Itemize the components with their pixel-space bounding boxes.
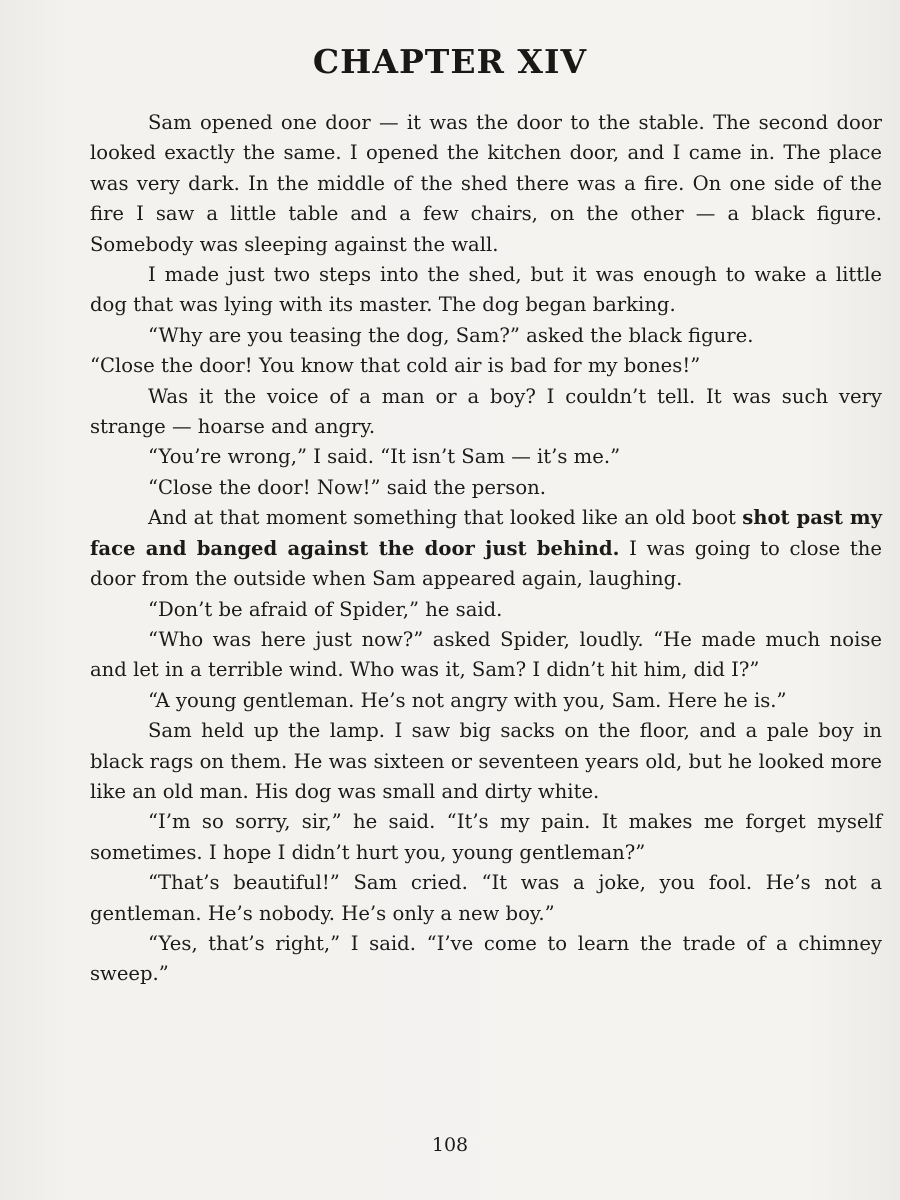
paragraph: “Yes, that’s right,” I said. “I’ve come to learn the trade of a chimney sweep.” [90, 931, 882, 986]
paragraph: “Who was here just now?” asked Spider, loudly. “He made much noise and let in a terrible wind. Who was it, Sam? I didn’t hit him, did I?” [90, 627, 882, 682]
page-number: 108 [431, 1134, 469, 1156]
paragraph: “That’s beautiful!” Sam cried. “It was a joke, you fool. He’s not a gentleman. He’s nobody. He’s only a new boy.” [90, 871, 882, 925]
paragraph-with-bold [90, 503, 882, 594]
paragraph-text: And at that moment something that looked like an old boot [148, 506, 736, 530]
paragraph: “Don’t be afraid of Spider,” he said. [148, 597, 503, 621]
bold-phrase: shot past my face and banged against the door just behind. [90, 506, 882, 560]
paragraph: Sam held up the lamp. I saw big sacks on the floor, and a pale boy in black rags on them. He was sixteen or seventeen years old, but he looked more like an old man. His dog was small and dirty white. [90, 719, 882, 803]
paragraph: Was it the voice of a man or a boy? I couldn’t tell. It was such very strange — hoarse and angry. [90, 384, 882, 439]
chapter-body [90, 108, 882, 990]
paragraph: I made just two steps into the shed, but it was enough to wake a little dog that was lying with its master. The dog began barking. [90, 263, 882, 317]
paragraph-text-continued: I was going to close the door from the outside when Sam appeared again, laughing. [90, 536, 882, 591]
paragraph: “I’m so sorry, sir,” he said. “It’s my pain. It makes me forget myself sometimes. I hope I didn’t hurt you, young gentleman?” [90, 810, 882, 864]
chapter-title: CHAPTER XIV [312, 42, 588, 81]
paragraph: “Why are you teasing the dog, Sam?” asked the black figure. [148, 323, 754, 347]
paragraph: “A young gentleman. He’s not angry with you, Sam. Here he is.” [148, 688, 787, 712]
paragraph: Sam opened one door — it was the door to the stable. The second door looked exactly the same. I opened the kitchen door, and I came in. The place was very dark. In the middle of the shed there was a fire. On one side of the fire I saw a little table and a few chairs, on the other — a black figure. Somebody was sleeping against the wall. [90, 111, 882, 256]
paragraph: “Close the door! You know that cold air is bad for my bones!” [90, 354, 701, 378]
paragraph: “You’re wrong,” I said. “It isn’t Sam — it’s me.” [148, 445, 621, 469]
paragraph: “Close the door! Now!” said the person. [148, 475, 546, 499]
